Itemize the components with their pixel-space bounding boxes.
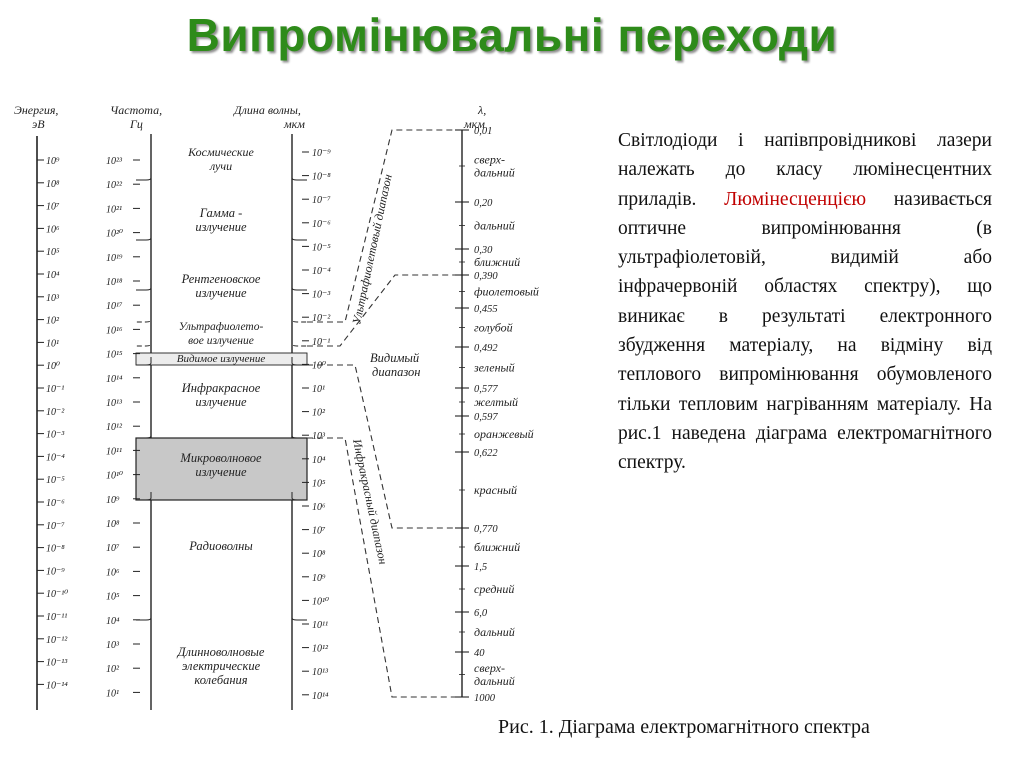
lambda-value: 40: [474, 648, 485, 659]
band-boundary-left: [136, 338, 151, 346]
lambda-band-name: красный: [474, 483, 518, 497]
band-label: Рентгеновское: [181, 272, 261, 286]
energy-header-line1: Энергия,: [14, 103, 59, 117]
lambda-value: 0,390: [474, 271, 498, 282]
wavelength-tick-label: 10⁻⁵: [312, 242, 331, 254]
visible-range-line1: Видимый: [370, 351, 420, 365]
lambda-value: 0,01: [474, 126, 493, 137]
frequency-tick-label: 10⁴: [106, 615, 120, 627]
energy-tick-label: 10⁻⁴: [46, 452, 65, 464]
energy-tick-label: 10⁻⁸: [46, 543, 65, 555]
frequency-tick-label: 10³: [106, 640, 119, 651]
lambda-value: 0,20: [474, 198, 493, 209]
energy-header-line2: эВ: [32, 117, 45, 131]
energy-tick-label: 10⁻¹²: [46, 634, 68, 646]
figure-caption: Рис. 1. Діаграма електромагнітного спектра: [498, 716, 870, 738]
energy-tick-label: 10⁶: [46, 224, 60, 236]
frequency-tick-label: 10¹³: [106, 398, 122, 409]
frequency-tick-label: 10⁹: [106, 494, 120, 506]
band-labels: [177, 145, 266, 687]
lambda-band-name: сверх-: [474, 661, 505, 675]
frequency-tick-label: 10⁵: [106, 591, 120, 603]
lambda-value: 0,455: [474, 304, 498, 315]
energy-tick-label: 10³: [46, 292, 59, 304]
energy-tick-label: 10⁸: [46, 178, 60, 190]
lambda-header-line1: λ,: [478, 103, 487, 117]
band-boundary-left: [136, 612, 151, 620]
spectrum-diagram: [0, 90, 600, 715]
energy-tick-label: 10⁷: [46, 201, 60, 213]
band-boundary-right: [292, 338, 307, 346]
energy-tick-label: 10⁴: [46, 270, 60, 281]
band-label: излучение: [195, 395, 247, 409]
band-boundary-right: [292, 612, 307, 620]
lambda-band-name: ближний: [474, 255, 521, 269]
energy-tick-label: 10⁻⁶: [46, 498, 65, 509]
wavelength-tick-label: 10¹²: [312, 643, 328, 655]
wavelength-header-line2: мкм: [284, 117, 305, 131]
wavelength-tick-label: 10¹⁰: [312, 596, 330, 608]
lambda-band-name: ближний: [474, 540, 521, 554]
band-label: Видимое излучение: [176, 353, 266, 365]
frequency-tick-label: 10¹⁸: [106, 277, 123, 288]
band-label: вое излучение: [188, 335, 254, 347]
wavelength-tick-label: 10⁻²: [312, 313, 331, 325]
wavelength-tick-label: 10⁶: [312, 502, 326, 513]
energy-tick-label: 10⁻²: [46, 406, 65, 418]
energy-tick-label: 10⁻³: [46, 429, 65, 441]
energy-header: [14, 103, 58, 131]
wavelength-tick-label: 10⁻¹: [312, 336, 331, 348]
lambda-value: 1000: [474, 693, 495, 704]
wavelength-tick-label: 10⁰: [312, 360, 327, 372]
visible-lower-connector: [307, 365, 460, 528]
energy-tick-label: 10⁻¹⁰: [46, 589, 69, 601]
band-label: излучение: [195, 465, 247, 479]
frequency-header-line2: Гц: [130, 117, 143, 131]
band-boundary-left: [136, 314, 151, 322]
band-label: Радиоволны: [189, 539, 253, 553]
band-label: Микроволновое: [180, 451, 262, 465]
band-label: электрические: [181, 659, 261, 673]
wavelength-tick-label: 10⁻⁹: [312, 148, 331, 159]
lambda-value: 6,0: [474, 608, 488, 619]
band-boundary-left: [136, 430, 151, 438]
lambda-value: 0,577: [474, 384, 498, 395]
energy-tick-label: 10⁻⁹: [46, 566, 65, 578]
wavelength-header: [233, 103, 305, 131]
frequency-tick-label: 10¹: [106, 688, 119, 700]
band-label: Инфракрасное: [181, 381, 261, 395]
frequency-tick-label: 10²⁰: [106, 228, 124, 240]
frequency-tick-label: 10¹⁵: [106, 349, 123, 361]
frequency-tick-label: 10¹⁴: [106, 373, 123, 385]
frequency-tick-label: 10¹¹: [106, 446, 122, 458]
lambda-band-name: сверх-: [474, 152, 505, 167]
wavelength-tick-label: 10⁷: [312, 525, 326, 537]
band-label: колебания: [194, 673, 248, 687]
luminescence-term: Люмінесценцією: [724, 188, 867, 210]
band-boundary-right: [292, 282, 307, 290]
frequency-tick-label: 10²¹: [106, 204, 122, 216]
uv-range-label: Ультрафиолетовый диапазон: [349, 172, 395, 326]
ir-lower-connector: [307, 438, 460, 697]
paragraph-part2: називається оптичне випромінювання (в ультрафіолетовій, видимій або інфрачервоній областях спектру), що виникає в результаті електронного збудження матеріалу, на відміну від теплового випромінювання обумовленого тільки тепловим нагріванням матеріалу. На рис.1 наведена діаграма електромагнітного спектру.: [618, 188, 992, 474]
frequency-tick-label: 10¹⁷: [106, 301, 123, 313]
energy-tick-label: 10⁰: [46, 361, 61, 373]
lambda-value: 0,770: [474, 524, 498, 535]
energy-tick-label: 10⁻⁵: [46, 475, 65, 487]
frequency-ticks: [106, 156, 140, 699]
lambda-band-name: голубой: [474, 320, 513, 335]
wavelength-tick-label: 10¹: [312, 384, 325, 395]
frequency-tick-label: 10²: [106, 664, 119, 676]
lambda-value: 1,5: [474, 562, 488, 573]
energy-tick-label: 10⁻⁷: [46, 520, 65, 532]
lambda-scale: [455, 126, 539, 704]
band-boundary-right: [292, 232, 307, 240]
lambda-band-name: дальний: [474, 674, 515, 688]
wavelength-tick-label: 10⁻⁸: [312, 171, 331, 183]
energy-tick-label: 10¹: [46, 338, 59, 350]
energy-tick-label: 10⁻¹: [46, 384, 65, 395]
band-label: Гамма -: [199, 206, 243, 220]
frequency-tick-label: 10⁸: [106, 519, 120, 530]
visible-range-line2: диапазон: [372, 365, 421, 379]
wavelength-tick-label: 10⁸: [312, 549, 326, 561]
frequency-header: [110, 103, 162, 131]
wavelength-tick-label: 10¹⁴: [312, 690, 329, 702]
wavelength-tick-label: 10¹³: [312, 667, 328, 679]
energy-tick-label: 10²: [46, 315, 59, 327]
slide-title: Випромінювальні переходи: [186, 9, 838, 61]
lambda-band-name: дальний: [474, 625, 515, 639]
band-boundary-left: [136, 282, 151, 290]
visible-range-label: [370, 351, 421, 379]
lambda-band-name: оранжевый: [474, 427, 534, 441]
band-label: излучение: [195, 286, 247, 300]
energy-tick-label: 10⁻¹⁴: [46, 680, 68, 692]
frequency-tick-label: 10²³: [106, 156, 122, 167]
band-label: Ультрафиолето-: [178, 321, 264, 333]
band-label: Длинноволновые: [177, 645, 265, 659]
wavelength-tick-label: 10⁴: [312, 454, 326, 466]
lambda-value: 0,622: [474, 448, 498, 459]
energy-tick-label: 10⁻¹¹: [46, 612, 68, 623]
wavelength-tick-label: 10⁹: [312, 572, 326, 584]
frequency-tick-label: 10⁷: [106, 543, 120, 555]
wavelength-tick-label: 10⁻⁷: [312, 195, 331, 207]
lambda-band-name: желтый: [474, 395, 519, 409]
band-boundary-left: [136, 172, 151, 180]
lambda-band-name: фиолетовый: [474, 284, 539, 299]
paragraph-part1: Світлодіоди і напівпровідникові лазери належать до класу люмінесцентних приладів.: [618, 130, 992, 210]
lambda-band-name: дальний: [474, 165, 515, 180]
lambda-band-name: зеленый: [474, 360, 515, 375]
frequency-tick-label: 10¹⁹: [106, 252, 123, 264]
wavelength-ticks: [302, 148, 331, 702]
frequency-tick-label: 10²²: [106, 180, 122, 192]
ir-range-label: Инфракрасный диапазон: [350, 437, 391, 566]
frequency-header-line1: Частота,: [110, 103, 163, 117]
frequency-tick-label: 10¹⁰: [106, 470, 124, 482]
lambda-value: 0,597: [474, 412, 498, 423]
wavelength-tick-label: 10⁻³: [312, 289, 331, 301]
wavelength-tick-label: 10¹¹: [312, 620, 328, 631]
frequency-tick-label: 10¹²: [106, 422, 122, 434]
wavelength-tick-label: 10⁻⁶: [312, 218, 331, 230]
energy-tick-label: 10⁹: [46, 156, 60, 167]
wavelength-tick-label: 10³: [312, 431, 325, 443]
band-boundary-right: [292, 430, 307, 438]
lambda-band-name: средний: [474, 582, 515, 596]
band-label: лучи: [209, 159, 233, 173]
frequency-tick-label: 10¹⁶: [106, 325, 123, 337]
band-boundary-right: [292, 314, 307, 322]
wavelength-tick-label: 10²: [312, 407, 325, 419]
energy-ticks: [37, 156, 68, 691]
body-paragraph: [618, 126, 992, 478]
lambda-value: 0,30: [474, 245, 493, 256]
wavelength-tick-label: 10⁻⁴: [312, 266, 331, 277]
wavelength-tick-label: 10⁵: [312, 478, 326, 490]
band-label: излучение: [195, 220, 247, 234]
energy-tick-label: 10⁻¹³: [46, 657, 68, 669]
frequency-tick-label: 10⁶: [106, 567, 120, 579]
wavelength-header-line1: Длина волны,: [234, 103, 301, 117]
lambda-header-line2: мкм: [464, 117, 485, 131]
band-label: Космические: [188, 145, 254, 159]
uv-lower-connector: [307, 275, 460, 346]
lambda-band-name: дальний: [474, 218, 515, 233]
lambda-value: 0,492: [474, 343, 498, 354]
energy-tick-label: 10⁵: [46, 247, 60, 259]
band-boundary-left: [136, 232, 151, 240]
